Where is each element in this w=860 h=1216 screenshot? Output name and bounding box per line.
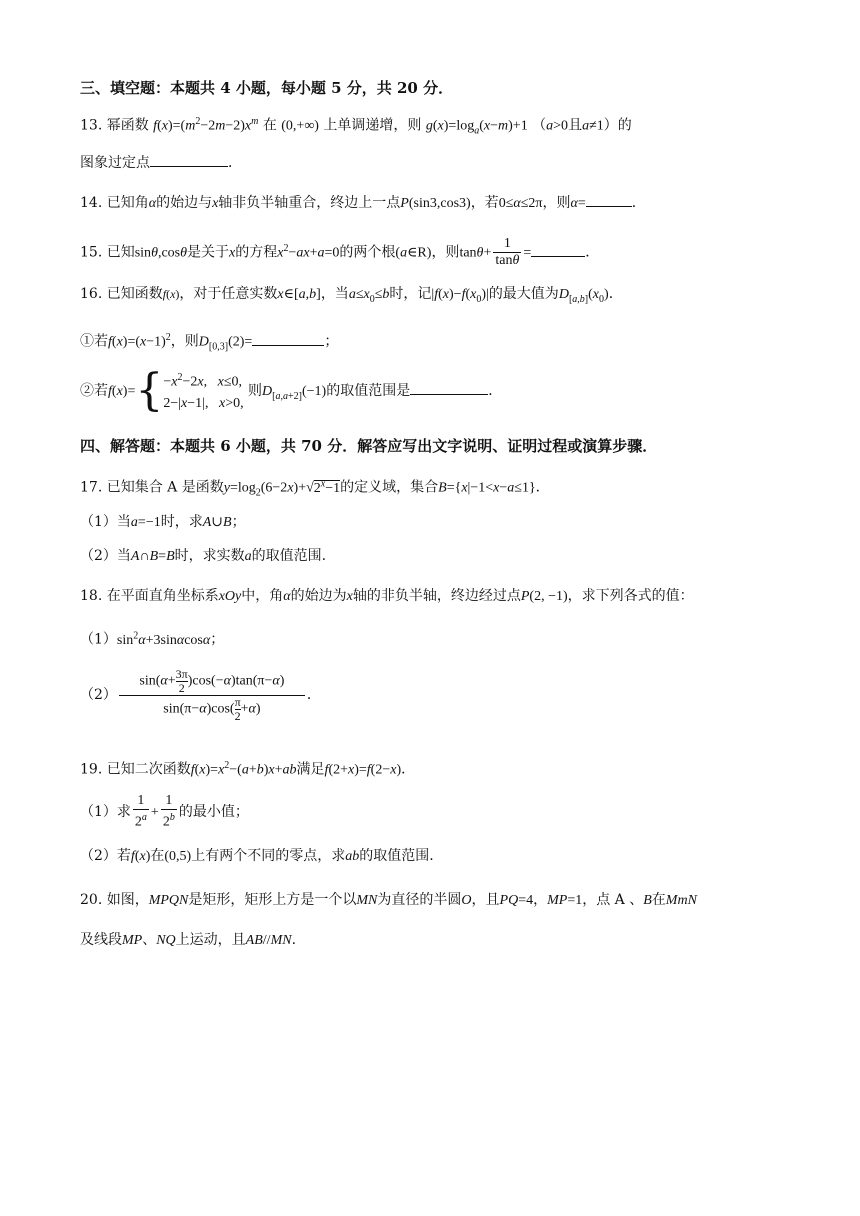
question-19-part-1: （1）求 $\frac{1}{2^a}$ + $\frac{1}{2^b}$ 的最小值； — [80, 793, 249, 830]
answer-blank — [531, 242, 585, 257]
fraction: $\frac{1}{2^a}$ — [134, 793, 147, 830]
question-13-line-1: 13. 幂函数 $f(x)=(m^2-2m-2)x^m$ 在 (0,+∞) 上单调递增，则 $g(x)=\log_a(x-m)+1$ （a>0且a≠1）的 — [80, 116, 632, 137]
question-16-part-1: ①若$f(x)=(x-1)^2$，则$D_{[0,3]}(2)=$ ； — [80, 332, 339, 353]
answer-blank — [150, 152, 228, 167]
question-18: 18. 在平面直角坐标系xOy中，角α的始边为x轴的非负半轴，终边经过点P(2, −1)，求下列各式的值： — [80, 588, 694, 604]
question-15: 15. 已知sinθ,cosθ是关于x的方程$x^2-ax+a=0$的两个根(a∈R)，则tanθ+ $\frac{1}{\tan\theta}$ = ． — [80, 236, 600, 268]
q13-number: 13. — [80, 117, 103, 134]
question-16: 16. 已知函数f(x)，对于任意实数x∈[a,b]，当$a\le x_0\le b$时，记$|f(x)-f(x_0)|$的最大值为$D_{[a,b]}(x_0)$． — [80, 286, 623, 305]
fraction: sin(α+ $\frac{3\pi}{2}$ )cos(−α)tan(π−α) sin(π−α)cos( $\frac{\pi}{2}$ +α) — [119, 668, 305, 723]
answer-blank — [410, 380, 488, 395]
section-4-heading: 四、解答题：本题共 6 小题，共 70 分．解答应写出文字说明、证明过程或演算步骤． — [80, 437, 658, 455]
answer-blank — [252, 331, 324, 346]
piecewise-function: $-x^2-2x$, x≤0, 2−|x−1|, x>0, — [163, 371, 244, 412]
question-19: 19. 已知二次函数$f(x)=x^2-(a+b)x+ab$满足f(2+x)=f(2−x)． — [80, 760, 416, 778]
question-20-line-2: 及线段MP、NQ上运动，且AB//MN. — [80, 932, 297, 948]
question-20-line-1: 20. 如图，MPQN是矩形，矩形上方是一个以MN为直径的半圆O，且PQ=4，MP=1，点 A 、B在MmN — [80, 892, 697, 908]
question-13-line-2: 图象过定点 ． — [80, 152, 790, 173]
answer-blank — [586, 192, 632, 207]
fraction: $\frac{1}{2^b}$ — [162, 793, 175, 830]
section-3-heading: 三、填空题：本题共 4 小题，每小题 5 分，共 20 分． — [80, 79, 454, 97]
fraction: $\frac{1}{\tan\theta}$ — [495, 236, 520, 268]
question-14: 14. 已知角α的始边与x轴非负半轴重合，终边上一点P(sin3,cos3)，若0≤α≤2π，则α= ． — [80, 192, 790, 214]
question-17-part-1: （1）当a=−1时，求A∪B； — [80, 514, 246, 530]
question-17: 17. 已知集合 A 是函数$y=\log_2(6-2x)+√2^x-1$的定义域，集合B={x|−1<x−a≤1}． — [80, 478, 550, 499]
question-17-part-2: （2）当A∩B=B时，求实数a的取值范围. — [80, 548, 327, 564]
question-18-part-2: （2） sin(α+ $\frac{3\pi}{2}$ )cos(−α)tan(π−α) sin(π−α)cos( $\frac{\pi}{2}$ +α) ． — [80, 666, 321, 723]
question-18-part-1: $(1)\sin^2\alpha+3\sin\alpha\cos\alpha$； — [80, 630, 225, 648]
q13-f-def: f — [153, 118, 158, 134]
question-19-part-2: （2）若f(x)在(0,5)上有两个不同的零点，求ab的取值范围. — [80, 848, 434, 864]
question-16-part-2: ②若f(x)={ $-x^2-2x$, x≤0, 2−|x−1|, x>0, 则$D_{[a,a+2]}(-1)$的取值范围是 ． — [80, 365, 503, 416]
